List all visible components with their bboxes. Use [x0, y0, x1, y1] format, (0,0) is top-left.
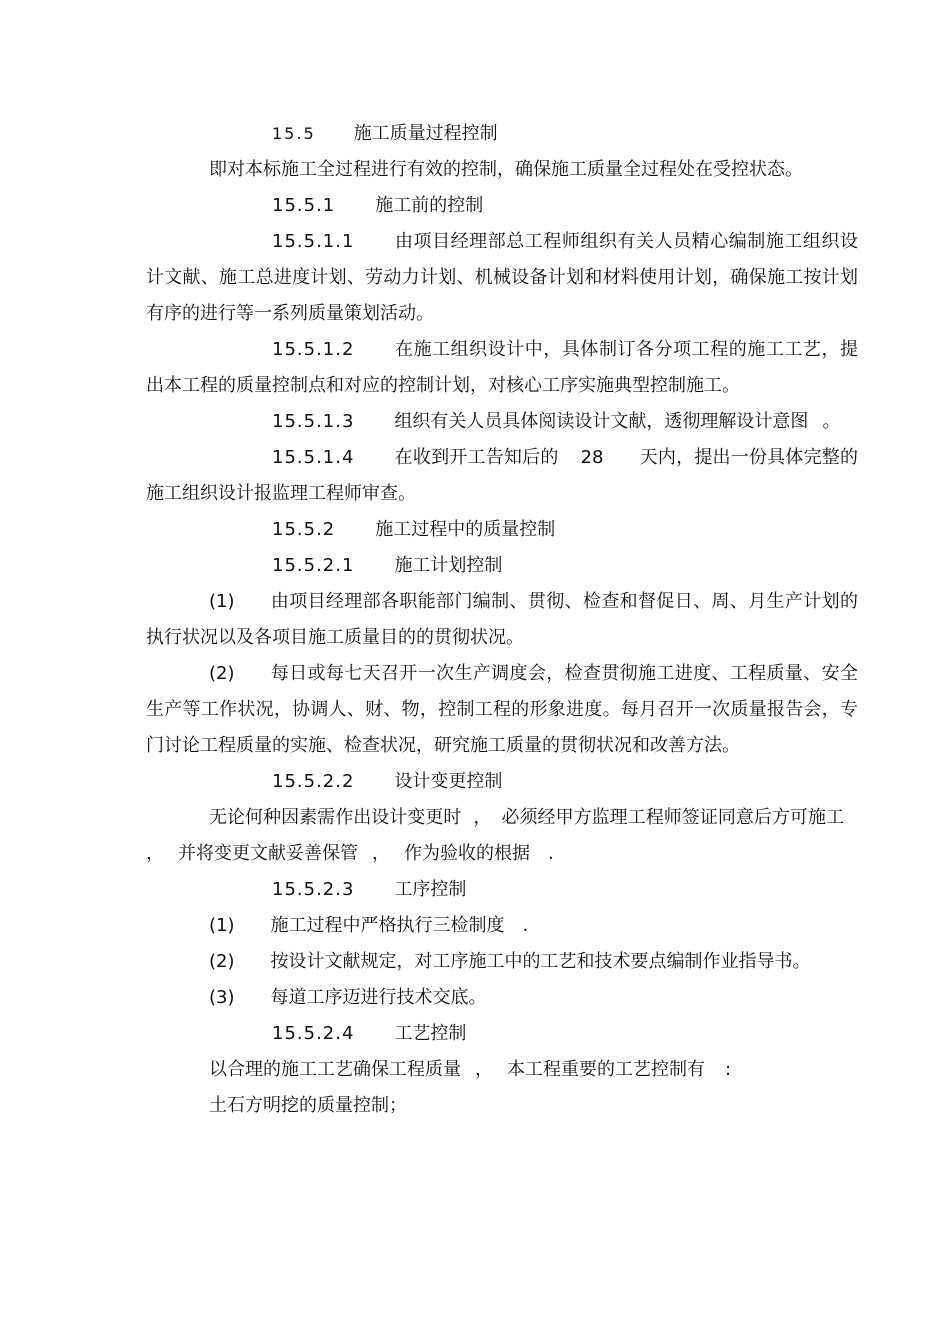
heading-title: 施工计划控制 [394, 555, 503, 576]
document-body [146, 116, 858, 1124]
punctuation: ， [473, 807, 492, 828]
heading-number: 15.5.1 [272, 195, 336, 216]
paragraph-text: 无论何种因素需作出设计变更时 [209, 807, 462, 828]
list-item [146, 584, 858, 656]
paragraph-15-5-1-3 [146, 404, 858, 440]
item-label: (1) [209, 591, 235, 612]
heading-number: 15.5.2.2 [272, 771, 355, 792]
heading-number: 15.5.2.3 [272, 879, 355, 900]
heading-15-5-2-1 [146, 548, 858, 584]
intro-paragraph: 即对本标施工全过程进行有效的控制，确保施工质量全过程处在受控状态。 [209, 159, 803, 180]
punctuation: . [548, 843, 554, 864]
clause-text: 在施工组织设计中，具体制订各分项工程的施工工艺，提出本工程的质量控制点和对应的控制计划，对核心工序实施典型控制施工。 [146, 339, 858, 396]
list-item [146, 944, 858, 980]
heading-number: 15.5.2.4 [272, 1023, 355, 1044]
heading-title: 施工质量过程控制 [353, 123, 498, 144]
punctuation: ， [372, 843, 390, 864]
clause-text: 由项目经理部总工程师组织有关人员精心编制施工组织设计文献、施工总进度计划、劳动力计划、机械设备计划和材料使用计划，确保施工按计划有序的进行等一系列质量策划活动。 [146, 231, 858, 324]
clause-number: 15.5.1.1 [272, 231, 355, 252]
punctuation: ， [146, 843, 164, 864]
paragraph-process-control [146, 1052, 858, 1088]
clause-text: 在收到开工告知后的 [394, 447, 559, 468]
heading-15-5-2-4 [146, 1016, 858, 1052]
clause-number: 15.5.1.3 [272, 411, 355, 432]
heading-15-5-2 [146, 512, 858, 548]
clause-text: 天内，提出一份具体完整的施工组织设计报监理工程师审查。 [146, 447, 859, 504]
heading-15-5-2-3 [146, 872, 858, 908]
clause-tail: 。 [822, 411, 841, 432]
paragraph-text: 以合理的施工工艺确保工程质量 [209, 1059, 461, 1080]
item-label: (1) [209, 915, 235, 936]
days-value: 28 [580, 447, 604, 468]
item-tail: . [522, 915, 529, 936]
paragraph-text: 本工程重要的工艺控制有 [507, 1059, 705, 1080]
punctuation: : [725, 1059, 732, 1080]
heading-15-5 [146, 116, 858, 152]
item-text: 施工过程中严格执行三检制度 [270, 915, 505, 936]
list-item [146, 656, 858, 764]
heading-title: 施工前的控制 [375, 195, 484, 216]
clause-text: 组织有关人员具体阅读设计文献，透彻理解设计意图 [394, 411, 809, 432]
paragraph-earthwork: 土石方明挖的质量控制； [209, 1095, 407, 1116]
paragraph-15-5-1-1 [146, 224, 858, 332]
clause-number: 15.5.1.2 [272, 339, 355, 360]
punctuation: ， [475, 1059, 493, 1080]
heading-15-5-2-2 [146, 764, 858, 800]
heading-title: 施工过程中的质量控制 [375, 519, 556, 540]
clause-number: 15.5.1.4 [272, 447, 355, 468]
heading-number: 15.5 [272, 124, 316, 143]
list-item [146, 980, 858, 1016]
paragraph-15-5-1-2 [146, 332, 858, 404]
list-item [146, 908, 858, 944]
item-text: 按设计文献规定，对工序施工中的工艺和技术要点编制作业指导书。 [270, 951, 811, 972]
paragraph-15-5-1-4 [146, 440, 858, 512]
paragraph-design-change [146, 800, 858, 872]
paragraph-text: 必须经甲方监理工程师签证同意后方可施工 [501, 807, 845, 828]
paragraph-text: 作为验收的根据 [404, 843, 530, 864]
heading-15-5-1 [146, 188, 858, 224]
paragraph-text: 并将变更文献妥善保管 [178, 843, 358, 864]
heading-number: 15.5.2 [272, 519, 336, 540]
item-label: (3) [209, 987, 235, 1008]
heading-number: 15.5.2.1 [272, 555, 355, 576]
item-text: 每道工序迈进行技术交底。 [270, 987, 487, 1008]
item-label: (2) [209, 951, 235, 972]
item-text: 由项目经理部各职能部门编制、贯彻、检查和督促日、周、月生产计划的执行状况以及各项目施工质量目的的贯彻状况。 [146, 591, 858, 648]
heading-title: 工序控制 [394, 879, 467, 900]
item-text: 每日或每七天召开一次生产调度会，检查贯彻施工进度、工程质量、安全生产等工作状况，协调人、财、物，控制工程的形象进度。每月召开一次质量报告会，专门讨论工程质量的实施、检查状况，研究施工质量的贯彻状况和改善方法。 [146, 663, 858, 756]
heading-title: 工艺控制 [394, 1023, 467, 1044]
item-label: (2) [209, 663, 235, 684]
heading-title: 设计变更控制 [394, 771, 503, 792]
